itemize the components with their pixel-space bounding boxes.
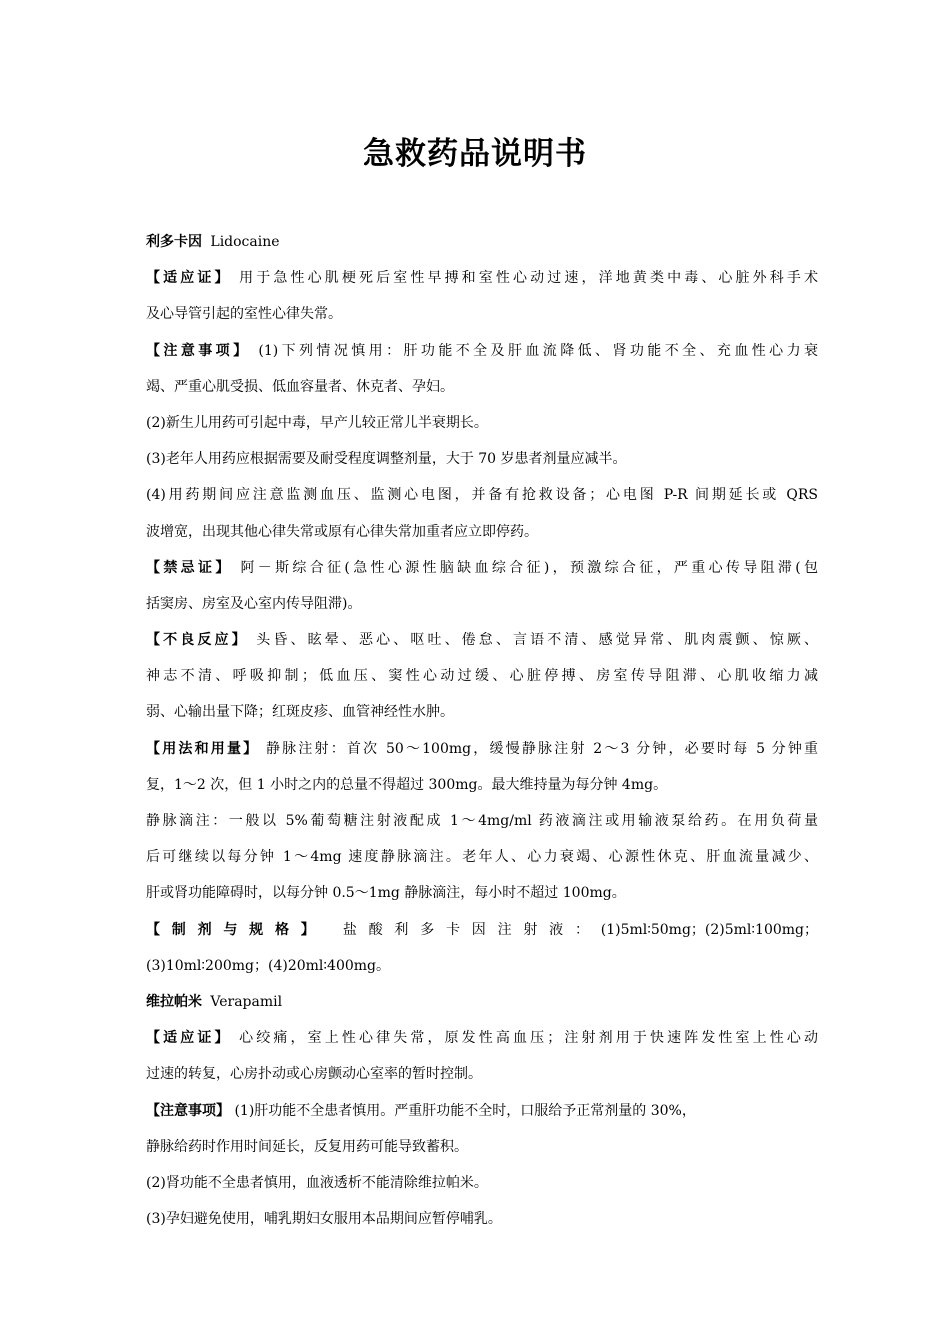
paragraph-line: [146, 265, 818, 301]
section-label: 【禁忌证】: [146, 559, 233, 576]
document-title: 急救药品说明书: [363, 136, 587, 172]
paragraph-line: 静脉滴注：一般以 5%葡萄糖注射液配成 1～4mg/ml 药液滴注或用输液泵给药。在用负荷量: [146, 813, 818, 829]
paragraph-line: [146, 736, 818, 772]
section-label: 【用法和用量】: [146, 740, 260, 757]
paragraph-line: (4)用药期间应注意监测血压、监测心电图，并备有抢救设备；心电图 P-R 间期延长或 QRS: [146, 487, 818, 504]
paragraph-line: [146, 627, 818, 663]
paragraph-line: [146, 1025, 818, 1061]
drug-heading: [146, 229, 818, 265]
paragraph-line: [146, 917, 818, 953]
paragraph-line: [146, 338, 818, 374]
paragraph-line: (2)肾功能不全患者慎用，血液透析不能清除维拉帕米。: [146, 1174, 488, 1191]
drug-name: 利多卡因: [146, 234, 202, 250]
section-text: 静脉注射：首次 50～100mg，缓慢静脉注射 2～3 分钟，必要时每 5 分钟重: [265, 740, 819, 757]
section-label: 【不良反应】: [146, 632, 249, 649]
paragraph-line: 波增宽，出现其他心律失常或原有心律失常加重者应立即停药。: [146, 523, 538, 540]
drug-name-en: Lidocaine: [210, 234, 280, 250]
section-label: 【注意事项】: [146, 1102, 230, 1119]
section-text: 盐酸利多卡因注射液：(1)5ml∶50mg；(2)5ml∶100mg；: [342, 921, 819, 938]
paragraph-line: 复，1～2 次，但 1 小时之内的总量不得超过 300mg。最大维持量为每分钟 4mg。: [146, 776, 668, 793]
paragraph-line: 及心导管引起的室性心律失常。: [146, 306, 342, 323]
paragraph-line: [146, 555, 818, 591]
paragraph-line: 竭、严重心肌受损、低血容量者、休克者、孕妇。: [146, 378, 454, 395]
section-text: 阿－斯综合征(急性心源性脑缺血综合征)，预激综合征，严重心传导阻滞(包: [240, 559, 819, 576]
section-text: 用于急性心肌梗死后室性早搏和室性心动过速，洋地黄类中毒、心脏外科手术: [239, 270, 819, 287]
drug-heading: [146, 989, 818, 1025]
section-text: (1)下列情况慎用：肝功能不全及肝血流降低、肾功能不全、充血性心力衰: [258, 342, 818, 359]
paragraph-line: 过速的转复，心房扑动或心房颤动心室率的暂时控制。: [146, 1066, 482, 1083]
section-text: 头昏、眩晕、恶心、呕吐、倦怠、言语不清、感觉异常、肌肉震颤、惊厥、: [256, 632, 819, 649]
paragraph-line: (3)孕妇避免使用，哺乳期妇女服用本品期间应暂停哺乳。: [146, 1211, 502, 1228]
section-text: 心绞痛，室上性心律失常，原发性高血压；注射剂用于快速阵发性室上性心动: [239, 1030, 819, 1047]
section-label: 【适应证】: [146, 1030, 232, 1047]
paragraph-line: 后可继续以每分钟 1～4mg 速度静脉滴注。老年人、心力衰竭、心源性休克、肝血流量减少、: [146, 849, 818, 866]
paragraph-line: (3)10ml∶200mg；(4)20ml∶400mg。: [146, 957, 391, 974]
paragraph-line: 神志不清、呼吸抑制；低血压、窦性心动过缓、心脏停搏、房室传导阻滞、心肌收缩力减: [146, 668, 818, 685]
section-text: (1)肝功能不全患者慎用。严重肝功能不全时，口服给予正常剂量的 30%，: [234, 1102, 696, 1119]
paragraph-line: 括窦房、房室及心室内传导阻滞)。: [146, 595, 362, 612]
section-label: 【适应证】: [146, 270, 232, 287]
paragraph-line: 静脉给药时作用时间延长，反复用药可能导致蓄积。: [146, 1138, 468, 1155]
paragraph-line: 肝或肾功能障碍时，以每分钟 0.5～1mg 静脉滴注，每小时不超过 100mg。: [146, 885, 626, 902]
document-body: [146, 229, 818, 1242]
drug-name-en: Verapamil: [210, 993, 283, 1010]
paragraph-line: (3)老年人用药应根据需要及耐受程度调整剂量，大于 70 岁患者剂量应减半。: [146, 451, 627, 468]
paragraph-line: 弱、心输出量下降；红斑皮疹、血管神经性水肿。: [146, 704, 454, 721]
section-label: 【制剂与规格】: [146, 921, 327, 938]
section-label: 【注意事项】: [146, 342, 251, 359]
paragraph-line: [146, 1098, 818, 1134]
paragraph-line: (2)新生儿用药可引起中毒，早产儿较正常儿半衰期长。: [146, 414, 488, 431]
drug-name: 维拉帕米: [146, 993, 202, 1010]
